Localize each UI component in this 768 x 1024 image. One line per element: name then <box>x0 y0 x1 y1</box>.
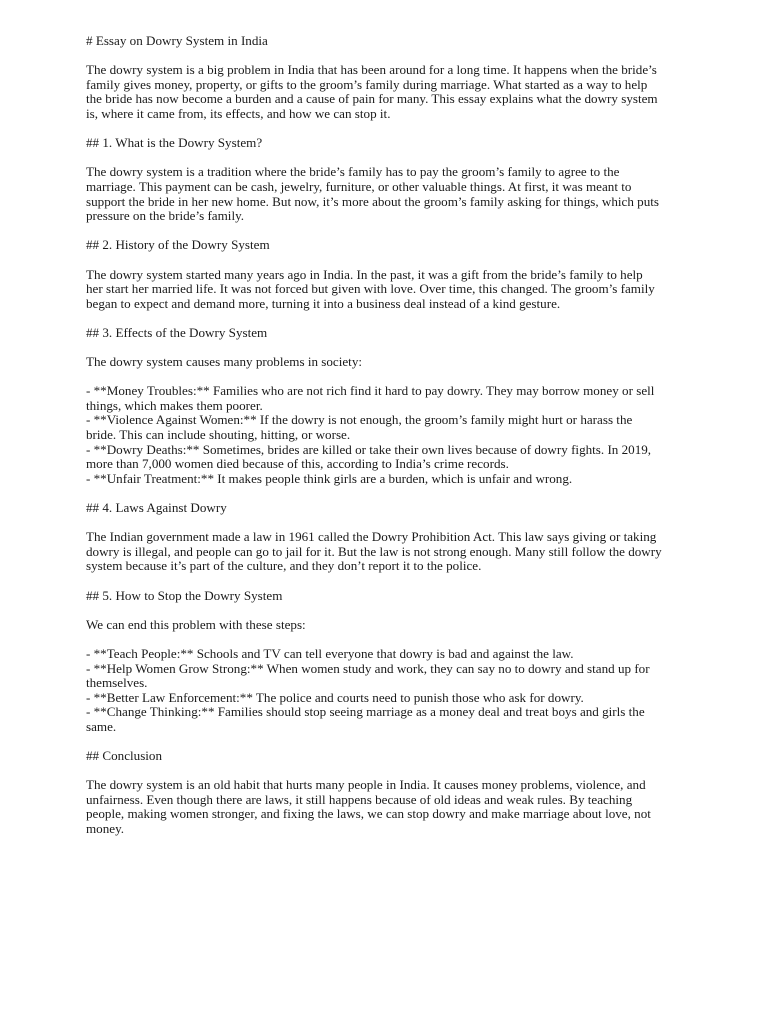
paragraph-line: her start her married life. It was not forced but given with love. Over time, this changed. The groom’s family <box>86 281 655 297</box>
intro-line: family gives money, property, or gifts to the groom’s family during marriage. What started as a way to help <box>86 76 648 92</box>
bullet-list <box>86 384 682 486</box>
list-item: themselves. <box>86 675 148 691</box>
list-item: - **Unfair Treatment:** It makes people think girls are a burden, which is unfair and wrong. <box>86 470 573 486</box>
spacer <box>86 574 682 589</box>
spacer <box>86 49 682 64</box>
paragraph-line: support the bride in her new home. But now, it’s more about the groom’s family asking for things, which puts <box>86 193 660 209</box>
section-paragraph <box>86 355 682 370</box>
spacer <box>86 122 682 137</box>
intro-line: the bride has now become a burden and a cause of pain for many. This essay explains what the dowry system <box>86 91 658 107</box>
paragraph-line: began to expect and demand more, turning it into a business deal instead of a kind gesture. <box>86 295 561 311</box>
list-item: - **Better Law Enforcement:** The police and courts need to punish those who ask for dowry. <box>86 689 584 705</box>
paragraph-line: dowry is illegal, and people can go to jail for it. But the law is not strong enough. Many still follow the dowry <box>86 543 662 559</box>
document-title: # Essay on Dowry System in India <box>86 33 268 48</box>
paragraph-line: unfairness. Even though there are laws, it still happens because of old ideas and weak rules. By teaching <box>86 791 633 807</box>
document-page <box>86 34 682 837</box>
list-item: - **Violence Against Women:** If the dowry is not enough, the groom’s family might hurt or harass the <box>86 412 633 428</box>
section-heading-conclusion: ## Conclusion <box>86 748 163 764</box>
spacer <box>86 151 682 166</box>
spacer <box>86 516 682 531</box>
paragraph-line: The Indian government made a law in 1961 called the Dowry Prohibition Act. This law says giving or taking <box>86 529 657 545</box>
paragraph-line: The dowry system started many years ago in India. In the past, it was a gift from the bride’s family to help <box>86 266 643 282</box>
spacer <box>86 311 682 326</box>
paragraph-line: pressure on the bride’s family. <box>86 208 245 224</box>
spacer <box>86 603 682 618</box>
list-item: - **Teach People:** Schools and TV can tell everyone that dowry is bad and against the law. <box>86 645 574 661</box>
list-item: - **Change Thinking:** Families should stop seeing marriage as a money deal and treat boys and girls the <box>86 704 645 720</box>
section-paragraph <box>86 618 682 633</box>
paragraph-line: system because it’s part of the culture, and they don’t report it to the police. <box>86 558 482 574</box>
list-item: - **Help Women Grow Strong:** When women study and work, they can say no to dowry and stand up for <box>86 660 650 676</box>
spacer <box>86 632 682 647</box>
paragraph-line: The dowry system causes many problems in society: <box>86 354 363 370</box>
list-item: bride. This can include shouting, hitting, or worse. <box>86 427 351 443</box>
section-paragraph <box>86 268 682 312</box>
section-paragraph <box>86 165 682 223</box>
spacer <box>86 735 682 750</box>
spacer <box>86 486 682 501</box>
spacer <box>86 764 682 779</box>
spacer <box>86 340 682 355</box>
paragraph-line: money. <box>86 821 125 837</box>
list-item: more than 7,000 women died because of this, according to India’s crime records. <box>86 456 509 472</box>
list-item: - **Dowry Deaths:** Sometimes, brides are killed or take their own lives because of dowry fights. In 2019, <box>86 441 652 457</box>
section-paragraph <box>86 530 682 574</box>
spacer <box>86 253 682 268</box>
list-item: things, which makes them poorer. <box>86 397 263 413</box>
spacer <box>86 224 682 239</box>
spacer <box>86 370 682 385</box>
list-item: - **Money Troubles:** Families who are not rich find it hard to pay dowry. They may borrow money or sell <box>86 383 655 399</box>
section-heading-effects: ## 3. Effects of the Dowry System <box>86 324 268 340</box>
intro-line: The dowry system is a big problem in India that has been around for a long time. It happens when the bride’s <box>86 62 657 78</box>
paragraph-line: We can end this problem with these steps: <box>86 616 306 632</box>
paragraph-line: people, making women stronger, and fixing the laws, we can stop dowry and make marriage about love, not <box>86 806 651 822</box>
intro-paragraph <box>86 63 682 121</box>
intro-line: is, where it came from, its effects, and how we can stop it. <box>86 105 391 121</box>
paragraph-line: The dowry system is a tradition where the bride’s family has to pay the groom’s family to agree to the <box>86 164 620 180</box>
list-item: same. <box>86 718 117 734</box>
section-heading-how-to-stop: ## 5. How to Stop the Dowry System <box>86 587 283 603</box>
paragraph-line: marriage. This payment can be cash, jewelry, furniture, or other valuable things. At first, it was meant to <box>86 178 632 194</box>
section-heading-history: ## 2. History of the Dowry System <box>86 237 270 253</box>
section-heading-what-is: ## 1. What is the Dowry System? <box>86 135 263 151</box>
section-paragraph <box>86 778 682 836</box>
bullet-list <box>86 647 682 735</box>
section-heading-laws: ## 4. Laws Against Dowry <box>86 500 227 515</box>
paragraph-line: The dowry system is an old habit that hurts many people in India. It causes money problems, violence, and <box>86 777 646 793</box>
